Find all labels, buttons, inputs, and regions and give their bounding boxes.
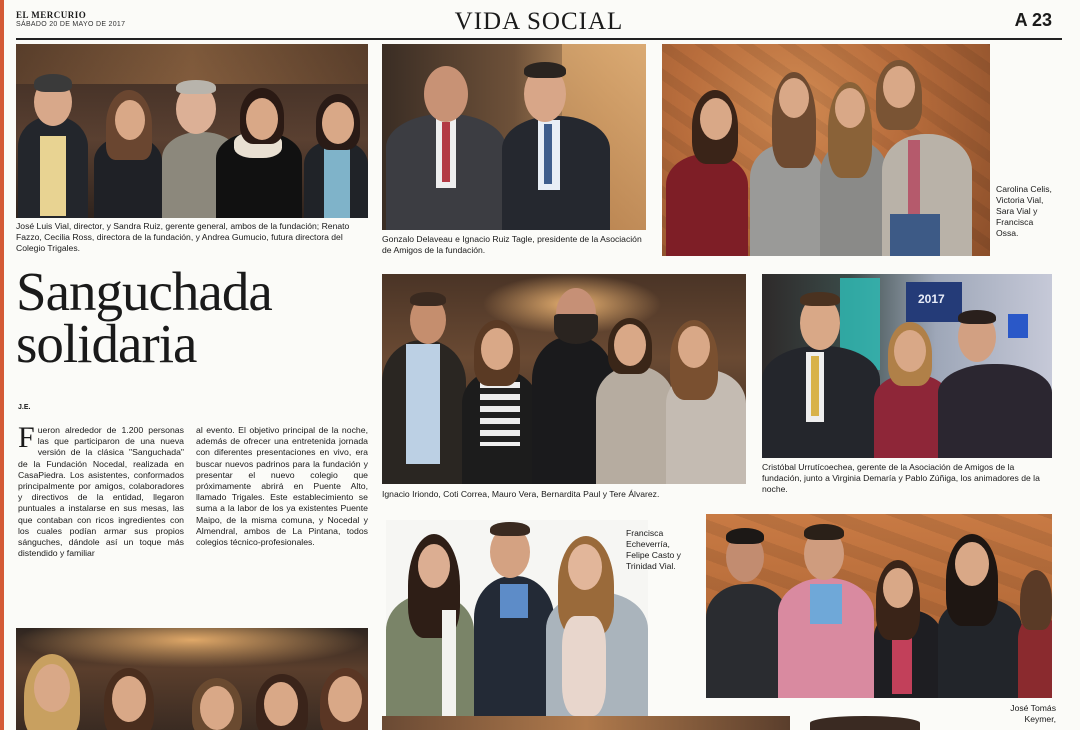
article-column-2	[196, 425, 368, 548]
photo-foundation-directors	[16, 44, 368, 218]
caption-photo2: Gonzalo Delaveau e Ignacio Ruiz Tagle, presidente de la Asociación de Amigos de la fundación.	[382, 234, 642, 255]
caption-photo7: José Tomás Keymer,	[1010, 703, 1056, 724]
paper-name: EL MERCURIO	[16, 10, 87, 20]
article-text-1: ueron alrededor de 1.200 personas las que participaron de una nueva versión de la clásica "Sanguchada" de la Fundación Nocedal, realizada en CasaPiedra. Los asistentes, conformados principalmente por amigos, colaboradores y directivos de la entidad, llegaron puntuales a instalarse en sus mesas, las que contaban con ricos ingredientes con los cuales podían armar sus propios sánguches, dándole así un toque más distendido y familiar	[18, 425, 184, 559]
caption-photo5: Cristóbal Urrutícoechea, gerente de la Asociación de Amigos de la fundación, junto a Virginia Demaría y Pablo Zúñiga, los animadores de la noche.	[762, 462, 1040, 494]
photo-bottom-right-cropped	[810, 716, 920, 730]
photo-association-presidents	[382, 44, 646, 230]
issue-date: SÁBADO 20 DE MAYO DE 2017	[16, 21, 126, 28]
masthead	[16, 6, 1062, 40]
byline: J.E.	[18, 404, 31, 411]
photo-four-women	[662, 44, 990, 256]
article-headline	[16, 261, 376, 374]
photo-five-friends	[382, 274, 746, 484]
headline-line-1: Sanguchada	[16, 261, 272, 322]
section-title: VIDA SOCIAL	[454, 8, 624, 35]
stage-screen-text: 2017	[918, 292, 945, 306]
caption-photo4: Ignacio Iriondo, Coti Correa, Mauro Vera, Bernardita Paul y Tere Álvarez.	[382, 489, 660, 499]
photo-event-hosts	[762, 274, 1052, 458]
photo-women-group	[16, 628, 368, 730]
page-number: A 23	[1014, 10, 1052, 30]
caption-photo3: Carolina Celis, Victoria Vial, Sara Vial y Francisca Ossa.	[996, 184, 1052, 238]
photo-three-friends	[386, 520, 648, 716]
caption-photo6: Francisca Echeverría, Felipe Casto y Trinidad Vial.	[626, 528, 681, 571]
headline-line-2: solidaria	[16, 313, 197, 374]
photo-group-of-young-guests	[706, 514, 1052, 698]
caption-photo1: José Luis Vial, director, y Sandra Ruiz, gerente general, ambos de la fundación; Renato Fazzo, Cecilia Ross, directora de la fundación, y Andrea Gumucio, futura directora del Colegio Trigales.	[16, 221, 350, 253]
article-text-2: al evento. El objetivo principal de la noche, además de ofrecer una entretenida jornada con diferentes presentaciones en vivo, era buscar nuevos padrinos para la fundación y presentar el nuevo colegio que próximamente abrirá en Puente Alto, llamado Trigales. Este establecimiento se suma a la labor de los ya existentes Puente Maipo, de la misma comuna, y Nocedal y Almendral, ambos de La Pintana, todos colegios técnico-profesionales.	[196, 425, 368, 548]
drop-cap: F	[18, 421, 35, 454]
photo-bottom-cropped	[382, 716, 790, 730]
page-edge-stripe	[0, 0, 4, 730]
article-column-1	[18, 421, 184, 559]
